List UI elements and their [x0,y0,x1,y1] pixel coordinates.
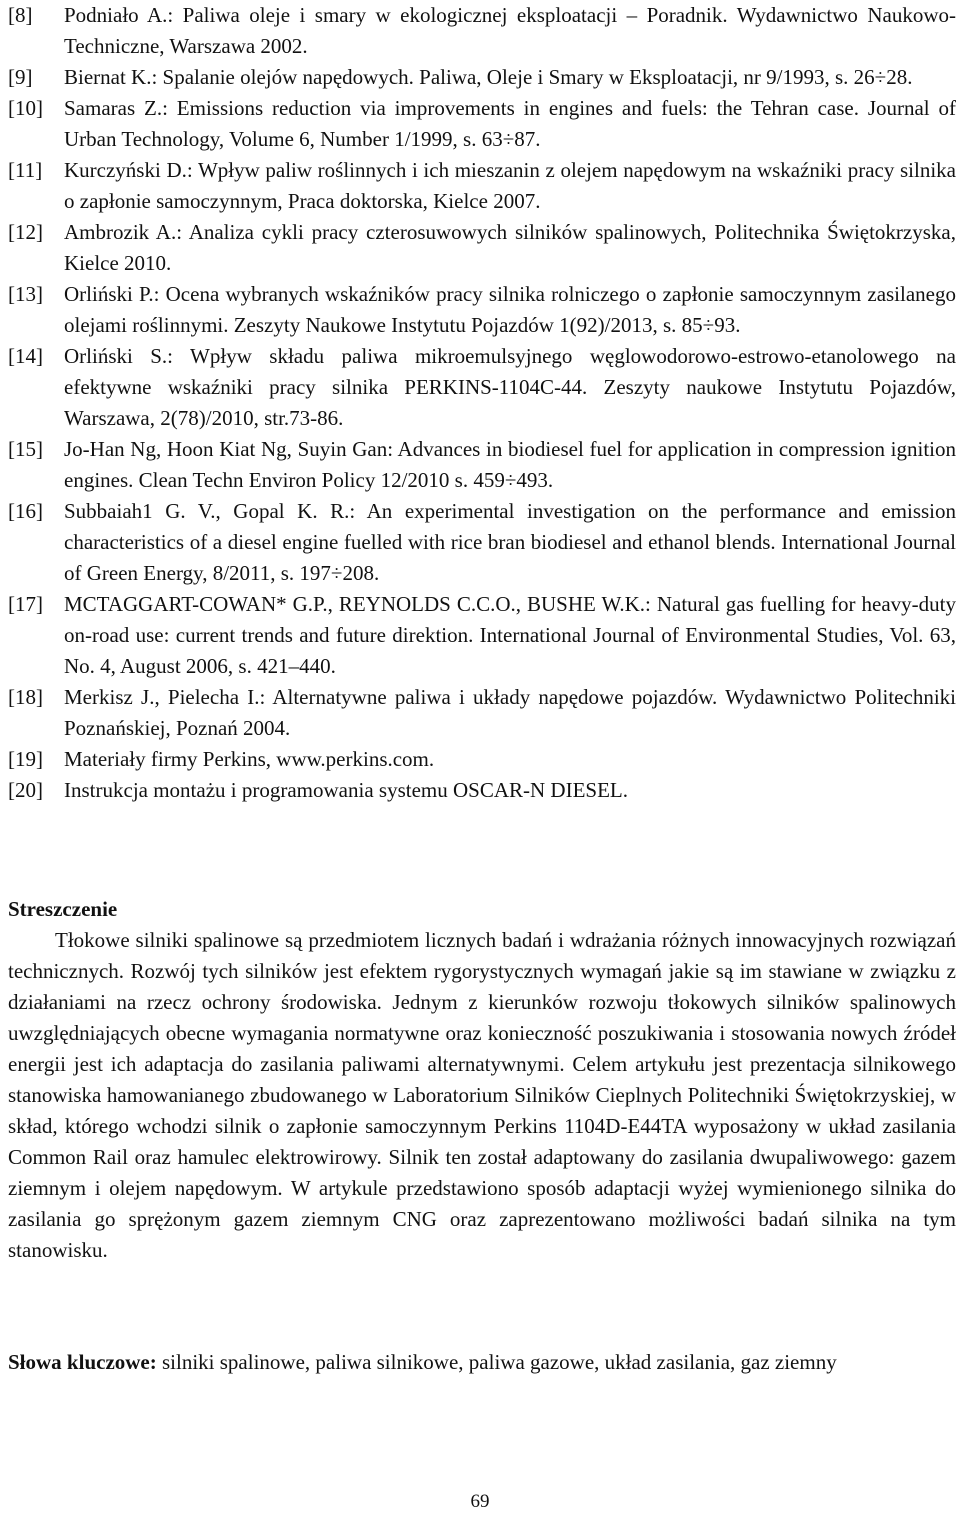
reference-item [8,93,956,155]
reference-number: [8] [8,3,33,27]
reference-item [8,155,956,217]
abstract-body: Tłokowe silniki spalinowe są przedmiotem licznych badań i wdrażania różnych innowacyjnych rozwiązań technicznych. Rozwój tych silników jest efektem rygorystycznych wymagań jakie są im stawiane w związku z działaniami na rzecz ochrony środowiska. Jednym z kierunków rozwoju tłokowych silników spalinowych uwzględniających obecne wymagania normatywne oraz konieczność poszukiwania i stosowania nowych źródeł energii jest ich adaptacja do zasilania paliwami alternatywnymi. Celem artykułu jest prezentacja silnikowego stanowiska hamowanianego zbudowanego w Laboratorium Silników Cieplnych Politechniki Świętokrzyskiej, w skład, którego wchodzi silnik o zapłonie samoczynnym Perkins 1104D-E44TA wyposażony w układ zasilania Common Rail oraz hamulec elektrowirowy. Silnik ten został adaptowany do zasilania dwupaliwowego: gazem ziemnym i olejem napędowym. W artykule przedstawiono sposób adaptacji wyżej wymienionego silnika do zasilania go sprężonym gazem ziemnym CNG oraz zaprezentowano możliwości badań silnika na tym stanowisku. [8,928,956,1262]
reference-number: [20] [8,778,43,802]
reference-text: Materiały firmy Perkins, www.perkins.com. [64,747,435,771]
keywords-label: Słowa kluczowe: [8,1350,157,1374]
reference-number: [19] [8,747,43,771]
reference-list [8,0,956,806]
reference-item [8,589,956,682]
reference-text: Merkisz J., Pielecha I.: Alternatywne paliwa i układy napędowe pojazdów. Wydawnictwo Politechniki Poznańskiej, Poznań 2004. [64,685,956,740]
reference-item [8,744,956,775]
reference-item [8,341,956,434]
reference-text: Biernat K.: Spalanie olejów napędowych. Paliwa, Oleje i Smary w Eksploatacji, nr 9/1993, s. 26÷28. [64,65,913,89]
reference-item [8,62,956,93]
reference-item [8,0,956,62]
reference-number: [17] [8,592,43,616]
reference-item [8,434,956,496]
page-number: 69 [470,1491,490,1512]
reference-number: [15] [8,437,43,461]
reference-number: [16] [8,499,43,523]
reference-text: Ambrozik A.: Analiza cykli pracy czterosuwowych silników spalinowych, Politechnika Świętokrzyska, Kielce 2010. [64,220,956,275]
reference-text: Orliński P.: Ocena wybranych wskaźników pracy silnika rolniczego o zapłonie samoczynnym zasilanego olejami roślinnymi. Zeszyty Naukowe Instytutu Pojazdów 1(92)/2013, s. 85÷93. [64,282,956,337]
reference-number: [10] [8,96,43,120]
abstract-section [8,894,956,1266]
reference-number: [9] [8,65,33,89]
reference-text: Instrukcja montażu i programowania systemu OSCAR-N DIESEL. [64,778,628,802]
reference-item [8,775,956,806]
reference-text: Podniało A.: Paliwa oleje i smary w ekologicznej eksploatacji – Poradnik. Wydawnictwo Naukowo-Techniczne, Warszawa 2002. [64,3,956,58]
reference-item [8,279,956,341]
reference-number: [12] [8,220,43,244]
reference-text: Jo-Han Ng, Hoon Kiat Ng, Suyin Gan: Advances in biodiesel fuel for application in compression ignition engines. Clean Techn Environ Policy 12/2010 s. 459÷493. [64,437,956,492]
reference-item [8,496,956,589]
reference-text: Orliński S.: Wpływ składu paliwa mikroemulsyjnego węglowodorowo-estrowo-etanolowego na efektywne wskaźniki pracy silnika PERKINS-1104C-44. Zeszyty naukowe Instytutu Pojazdów, Warszawa, 2(78)/2010, str.73-86. [64,344,956,430]
reference-text: Subbaiah1 G. V., Gopal K. R.: An experimental investigation on the performance and emission characteristics of a diesel engine fuelled with rice bran biodiesel and ethanol blends. International Journal of Green Energy, 8/2011, s. 197÷208. [64,499,956,585]
reference-item [8,682,956,744]
reference-text: Samaras Z.: Emissions reduction via improvements in engines and fuels: the Tehran case. Journal of Urban Technology, Volume 6, Number 1/1999, s. 63÷87. [64,96,956,151]
keywords-section [8,1347,956,1378]
reference-number: [11] [8,158,43,182]
abstract-heading: Streszczenie [8,897,118,921]
reference-text: MCTAGGART-COWAN* G.P., REYNOLDS C.C.O., BUSHE W.K.: Natural gas fuelling for heavy-duty on-road use: current trends and future direktion. International Journal of Environmental Studies, Vol. 63, No. 4, August 2006, s. 421–440. [64,592,956,678]
reference-number: [13] [8,282,43,306]
reference-text: Kurczyński D.: Wpływ paliw roślinnych i ich mieszanin z olejem napędowym na wskaźniki pracy silnika o zapłonie samoczynnym, Praca doktorska, Kielce 2007. [64,158,956,213]
reference-number: [18] [8,685,43,709]
keywords-text: silniki spalinowe, paliwa silnikowe, paliwa gazowe, układ zasilania, gaz ziemny [156,1350,837,1374]
reference-number: [14] [8,344,43,368]
reference-item [8,217,956,279]
